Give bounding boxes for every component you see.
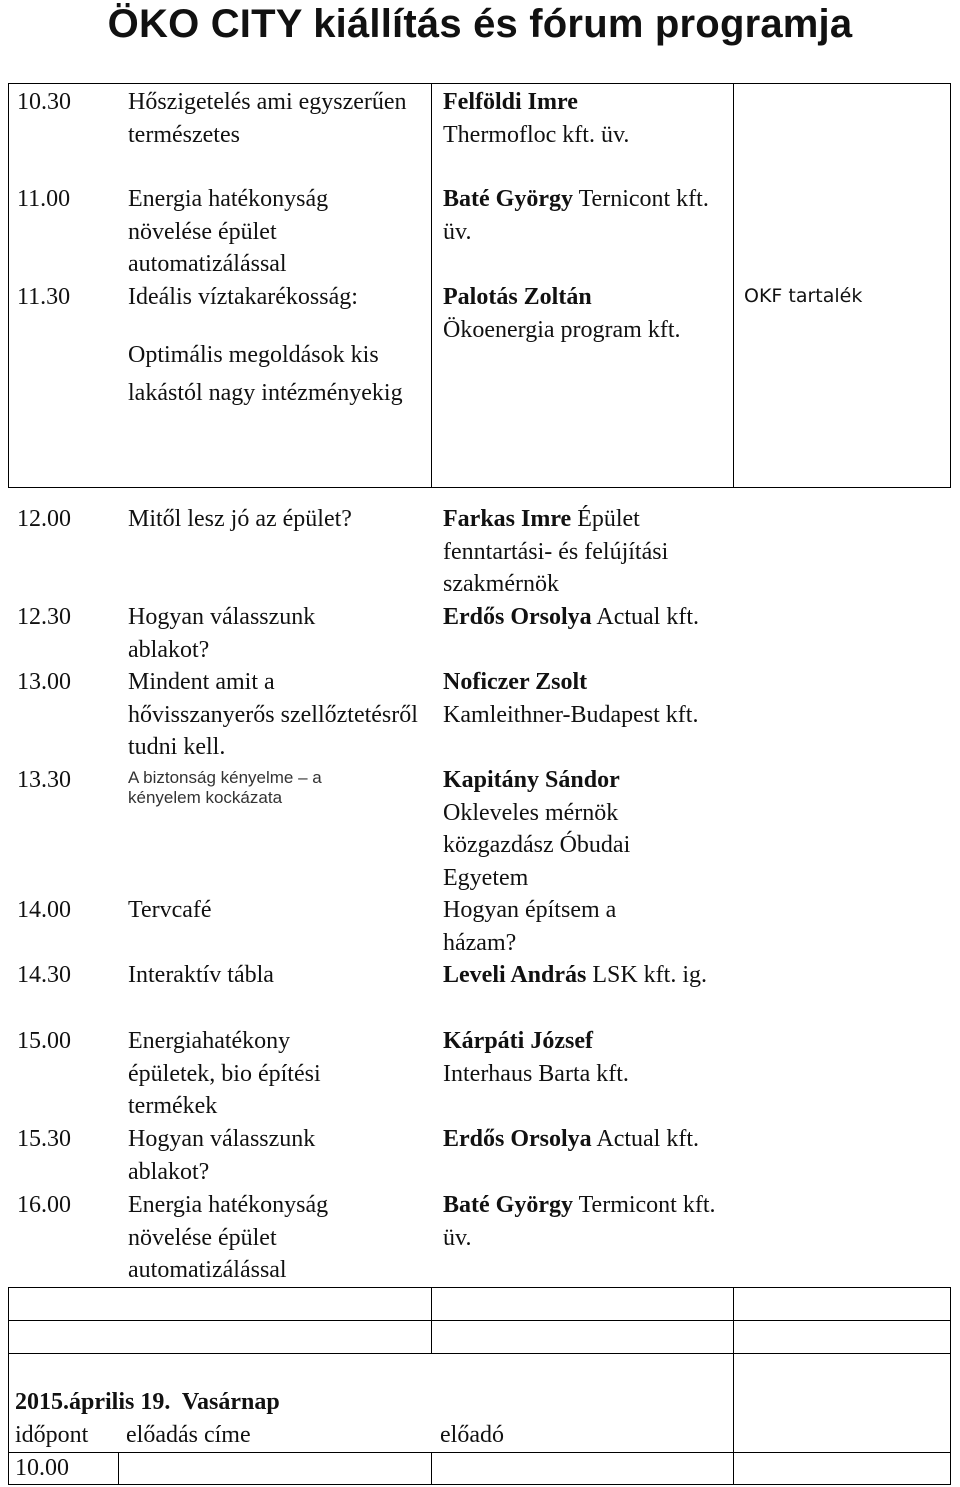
table-border-top — [8, 83, 951, 84]
speaker-cell — [443, 86, 728, 151]
speaker-name: Erdős Orsolya — [443, 604, 592, 630]
speaker-name: Baté György — [443, 186, 573, 212]
speaker-cell — [443, 601, 708, 634]
lecture-title: Energia hatékonyság növelése épület automatizálással — [128, 1192, 329, 1283]
col-divider-reserve — [733, 83, 734, 487]
grid-line — [431, 1452, 432, 1485]
page-title: ÖKO CITY kiállítás és fórum programja — [107, 2, 853, 46]
time-cell: 14.00 — [17, 897, 71, 923]
speaker-org: Termicont kft. üv. — [443, 1192, 716, 1251]
lecture-title: Mindent amit a hővisszanyerős szellőztetésről tudni kell. — [128, 669, 418, 760]
lecture-title: Hőszigetelés ami egyszerűen természetes — [128, 89, 407, 148]
speaker-org: Actual kft. — [596, 604, 700, 630]
time-cell: 15.30 — [17, 1126, 71, 1152]
lecture-title: Tervcafé — [128, 897, 212, 923]
time-cell: 13.00 — [17, 669, 71, 695]
lecture-title: Mitől lesz jó az épület? — [128, 506, 352, 532]
grid-line — [733, 1287, 734, 1485]
speaker-org: Ternicont kft. üv. — [443, 186, 709, 245]
speaker-org: Okleveles mérnök közgazdász Óbudai Egyetem — [443, 799, 631, 891]
speaker-org: Ökoenergia program kft. — [443, 316, 681, 343]
grid-line — [8, 1320, 951, 1321]
speaker-name: Erdős Orsolya — [443, 1126, 592, 1152]
time-cell: 12.30 — [17, 604, 71, 630]
grid-line — [118, 1452, 119, 1485]
lecture-title: Hogyan válasszunk ablakot? — [128, 1126, 316, 1185]
speaker-name: Kapitány Sándor — [443, 767, 620, 793]
speaker-cell — [443, 1123, 708, 1156]
lecture-title: Hogyan válasszunk ablakot? — [128, 604, 316, 663]
speaker-name: Palotás Zoltán — [443, 284, 592, 310]
speaker-cell — [443, 764, 693, 894]
reserve-note: OKF tartalék — [744, 285, 863, 307]
time-cell: 10.00 — [15, 1455, 69, 1481]
speaker-org: Interhaus Barta kft. — [443, 1060, 629, 1087]
column-header-time: időpont — [15, 1422, 89, 1448]
table-border-right — [950, 83, 951, 487]
speaker-org: Épület fenntartási- és felújítási szakmérnök — [443, 506, 669, 597]
speaker-cell — [443, 894, 693, 959]
speaker-org: Actual kft. — [596, 1126, 700, 1152]
lecture-title: Optimális megoldások kis lakástól nagy intézményekig — [128, 342, 403, 406]
speaker-name: Noficzer Zsolt — [443, 669, 588, 695]
lecture-title: Energiahatékony épületek, bio építési termékek — [128, 1028, 321, 1119]
speaker-cell — [443, 959, 718, 992]
time-cell: 10.30 — [17, 89, 71, 115]
speaker-cell — [443, 1025, 728, 1090]
speaker-name: Felföldi Imre — [443, 89, 578, 115]
speaker-cell — [443, 281, 728, 346]
time-cell: 11.00 — [17, 186, 71, 212]
grid-line — [8, 1353, 951, 1354]
grid-line — [431, 1287, 432, 1353]
speaker-cell — [443, 503, 728, 601]
grid-line — [8, 1452, 951, 1453]
time-cell: 13.30 — [17, 767, 71, 793]
time-cell: 16.00 — [17, 1192, 71, 1218]
speaker-org: Thermofloc kft. üv. — [443, 121, 630, 148]
speaker-name: Leveli András — [443, 962, 587, 988]
speaker-name: Farkas Imre — [443, 506, 572, 532]
speaker-org: Kamleithner-Budapest kft. — [443, 701, 699, 728]
speaker-name: Baté György — [443, 1192, 573, 1218]
time-cell: 14.30 — [17, 962, 71, 988]
lecture-title-line1: Ideális víztakarékosság: — [128, 284, 358, 310]
speaker-org: Hogyan építsem a házam? — [443, 897, 617, 956]
time-cell: 15.00 — [17, 1028, 71, 1054]
speaker-org: LSK kft. ig. — [592, 962, 708, 988]
time-cell: 11.30 — [17, 284, 71, 310]
speaker-cell — [443, 666, 708, 731]
table-border-upper-bottom — [8, 487, 951, 488]
grid-line — [8, 1287, 9, 1485]
col-divider-speaker — [431, 83, 432, 487]
column-header-title: előadás címe — [126, 1422, 251, 1448]
grid-line — [8, 1484, 951, 1485]
time-cell: 12.00 — [17, 506, 71, 532]
sunday-date-heading: 2015.április 19. Vasárnap — [15, 1389, 280, 1415]
speaker-name: Kárpáti József — [443, 1028, 593, 1054]
lecture-title: A biztonság kényelme – a kényelem kockázata — [128, 768, 322, 807]
column-header-speaker: előadó — [440, 1422, 504, 1448]
grid-line — [950, 1287, 951, 1485]
lecture-title: Energia hatékonyság növelése épület automatizálással — [128, 186, 329, 277]
table-border-left — [8, 83, 9, 487]
speaker-cell — [443, 1189, 728, 1254]
lecture-title: Interaktív tábla — [128, 962, 274, 988]
grid-line — [8, 1287, 951, 1288]
speaker-cell — [443, 183, 728, 248]
